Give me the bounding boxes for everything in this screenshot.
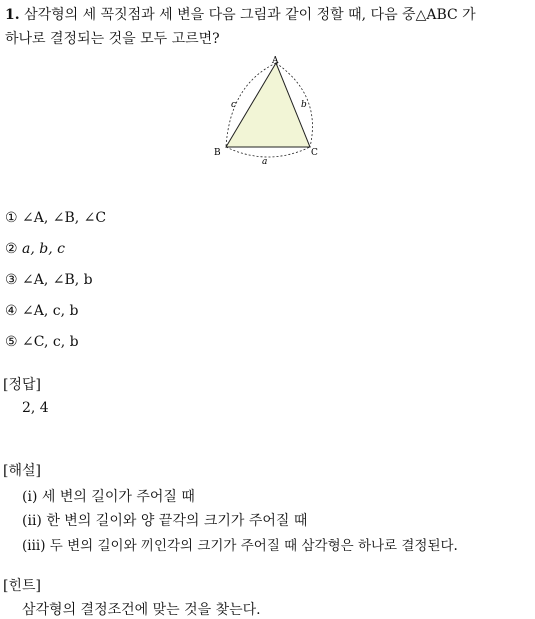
triangle-abc	[226, 63, 310, 147]
option-2[interactable]	[5, 241, 65, 257]
option-4[interactable]	[5, 303, 78, 319]
question-number: 1.	[5, 7, 20, 23]
vertex-b-label: B	[214, 148, 221, 158]
option-1[interactable]	[5, 210, 106, 226]
side-a-label: a	[262, 157, 268, 167]
explanation-item-1: (ⅰ) 세 변의 길이가 주어질 때	[22, 489, 195, 505]
option-text: ∠A, ∠B, b	[22, 272, 93, 288]
answer-heading: [정답]	[3, 377, 41, 393]
question-text-2: 하나로 결정되는 것을 모두 고르면?	[5, 31, 220, 47]
option-marker: ①	[5, 210, 18, 226]
hint-text: 삼각형의 결정조건에 맞는 것을 찾는다.	[22, 602, 261, 618]
option-text: ∠A, c, b	[22, 303, 79, 319]
vertex-c-label: C	[311, 148, 318, 158]
vertex-a-label: A	[272, 56, 279, 66]
side-c-label: c	[231, 100, 237, 110]
option-marker: ②	[5, 241, 18, 257]
hint-heading: [힌트]	[3, 578, 41, 594]
option-marker: ⑤	[5, 334, 18, 350]
option-3[interactable]	[5, 272, 93, 288]
question-line-1	[5, 5, 476, 25]
explanation-heading: [해설]	[3, 463, 41, 479]
option-text: ∠C, c, b	[22, 334, 79, 350]
triangle-figure	[210, 55, 330, 170]
option-text: ∠A, ∠B, ∠C	[22, 210, 107, 226]
explanation-item-2: (ⅱ) 한 변의 길이와 양 끝각의 크기가 주어질 때	[22, 513, 308, 529]
answer-value: 2, 4	[22, 400, 49, 416]
option-marker: ③	[5, 272, 18, 288]
explanation-item-3: (ⅲ) 두 변의 길이와 끼인각의 크기가 주어질 때 삼각형은 하나로 결정된다.	[22, 538, 458, 554]
option-5[interactable]	[5, 334, 79, 350]
option-text: a, b, c	[22, 241, 65, 257]
side-b-label: b	[301, 100, 307, 110]
question-text-1: 삼각형의 세 꼭짓점과 세 변을 다음 그림과 같이 정할 때, 다음 중△ABC 가	[24, 7, 476, 23]
option-marker: ④	[5, 303, 18, 319]
